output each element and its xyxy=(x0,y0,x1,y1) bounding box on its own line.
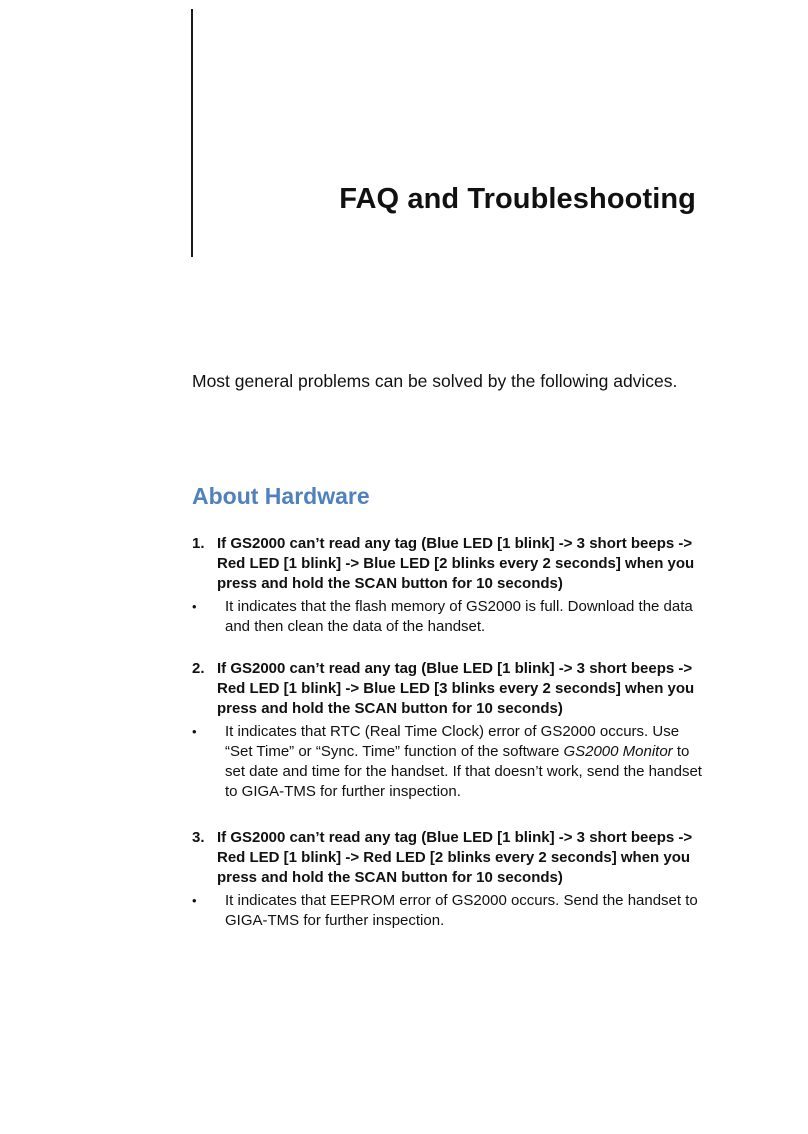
faq-item-2 xyxy=(192,659,707,802)
faq-number: 2. xyxy=(192,660,205,677)
software-name: GS2000 Monitor xyxy=(563,743,673,760)
faq-question xyxy=(192,534,707,594)
faq-answer xyxy=(192,597,707,637)
faq-answer-text-part: It indicates that RTC (Real Time Clock) error of GS2000 occurs. Use “Set Time” or “Sync. Time” function of the software xyxy=(225,723,680,760)
chapter-title: FAQ and Troubleshooting xyxy=(339,183,696,215)
faq-number: 1. xyxy=(192,535,205,552)
faq-answer xyxy=(192,891,707,931)
faq-number: 3. xyxy=(192,829,205,846)
faq-answer-text-part: to set date and time for the handset. If that doesn’t work, send the handset to GIGA-TMS for further inspection. xyxy=(225,743,702,800)
faq-item-1 xyxy=(192,534,707,637)
bullet-icon: • xyxy=(192,724,197,739)
bullet-icon: • xyxy=(192,599,197,614)
faq-question-text: If GS2000 can’t read any tag (Blue LED [1 blink] -> 3 short beeps -> Red LED [1 blink] -> Red LED [2 blinks every 2 seconds] when you press and hold the SCAN button for 10 seconds) xyxy=(217,829,693,886)
faq-answer-text: It indicates that the flash memory of GS2000 is full. Download the data and then clean the data of the handset. xyxy=(225,598,693,635)
faq-question xyxy=(192,659,707,719)
chapter-divider-line xyxy=(191,9,193,257)
bullet-icon: • xyxy=(192,893,197,908)
faq-question-text: If GS2000 can’t read any tag (Blue LED [1 blink] -> 3 short beeps -> Red LED [1 blink] -> Blue LED [3 blinks every 2 seconds] when you press and hold the SCAN button for 10 seconds) xyxy=(217,660,695,717)
section-heading-about-hardware: About Hardware xyxy=(192,483,370,509)
faq-question xyxy=(192,828,707,888)
intro-paragraph: Most general problems can be solved by the following advices. xyxy=(192,371,678,391)
faq-answer xyxy=(192,722,707,802)
faq-answer-text: It indicates that EEPROM error of GS2000 occurs. Send the handset to GIGA-TMS for further inspection. xyxy=(225,892,698,929)
faq-item-3 xyxy=(192,828,707,931)
faq-question-text: If GS2000 can’t read any tag (Blue LED [1 blink] -> 3 short beeps -> Red LED [1 blink] -> Blue LED [2 blinks every 2 seconds] when you press and hold the SCAN button for 10 seconds) xyxy=(217,535,695,592)
